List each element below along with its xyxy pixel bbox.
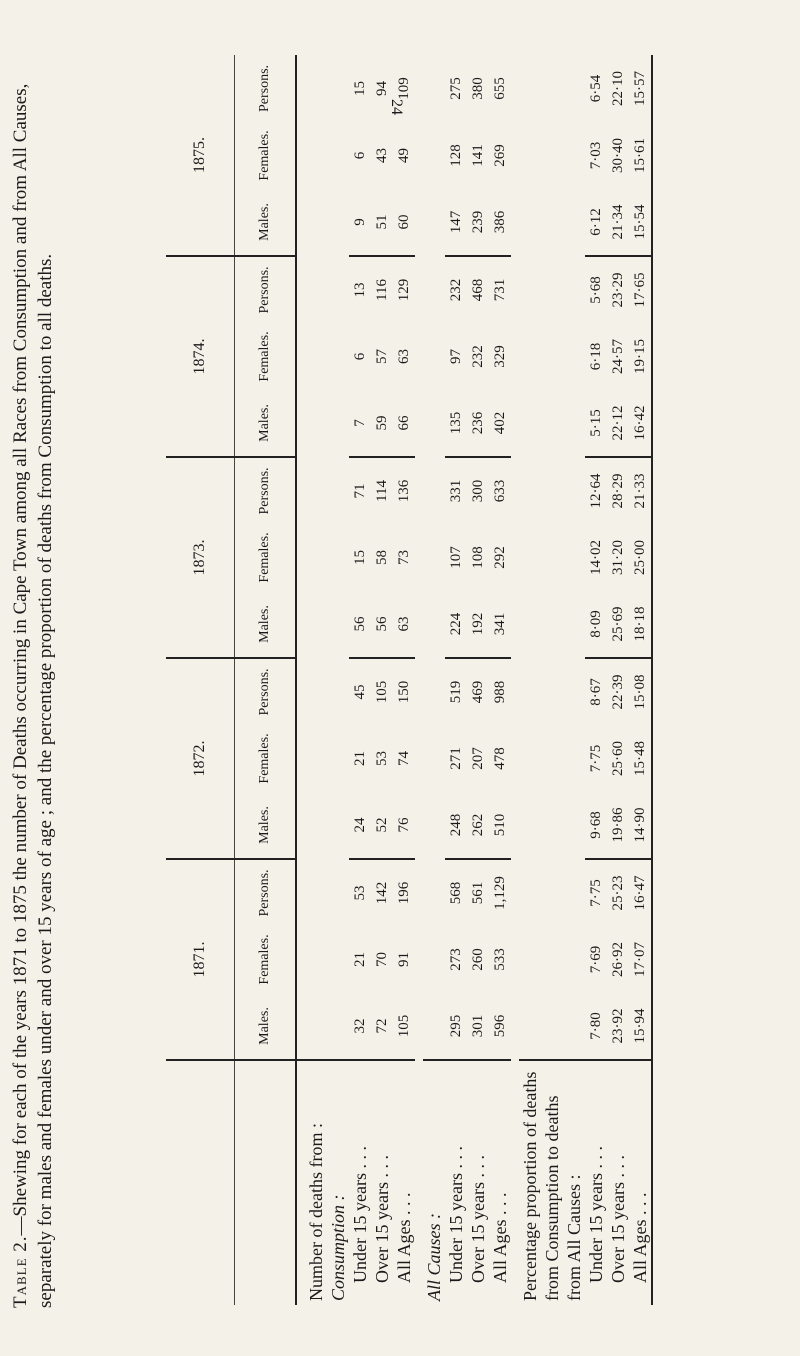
subheader-persons: Persons. [235, 55, 297, 122]
table-cell: 59 [371, 390, 393, 457]
table-cell: 6 [352, 151, 368, 160]
subheader-females: Females. [235, 122, 297, 189]
table-cell: 66 [393, 390, 415, 457]
subheader-females: Females. [235, 926, 297, 993]
table-cell: 731 [492, 278, 508, 302]
table-cell: 9 [349, 189, 371, 256]
table-row [445, 55, 467, 1305]
table-cell: 7·03 [588, 141, 604, 170]
table-cell: 269 [492, 144, 508, 167]
subheader-females: Females. [235, 323, 297, 390]
section-label-percentage: Percentage proportion of deaths from Consumption to deaths from All Causes : [519, 1060, 585, 1305]
table-cell: 7·80 [585, 993, 607, 1060]
table-cell: 469 [470, 680, 486, 704]
deaths-table [166, 55, 653, 1305]
section-row [327, 55, 349, 1305]
table-cell: 22·10 [610, 71, 626, 106]
all-causes-label: All Causes : [424, 1213, 444, 1301]
subheader-males: Males. [235, 591, 297, 658]
section-label-number: Number of deaths from : [296, 1060, 327, 1305]
year-header: 1871. [166, 859, 235, 1060]
table-cell: 21 [352, 751, 368, 766]
table-cell: 105 [393, 993, 415, 1060]
table-cell: 510 [489, 792, 511, 859]
row-gap [511, 55, 519, 1305]
subheader-males: Males. [235, 189, 297, 256]
table-row [629, 55, 652, 1305]
table-cell: 108 [470, 546, 486, 569]
table-cell: 114 [374, 480, 390, 502]
table-cell: 533 [492, 948, 508, 971]
table-cell: 129 [396, 278, 412, 302]
table-cell: 56 [349, 591, 371, 658]
table-cell: 275 [448, 77, 464, 100]
row-label: All Ages . . . [489, 1060, 511, 1305]
table-cell: 236 [467, 390, 489, 457]
year-header: 1874. [166, 256, 235, 457]
table-cell: 94 [374, 81, 390, 96]
table-row [371, 55, 393, 1305]
table-cell: 15 [352, 81, 368, 96]
table-cell: 15 [352, 550, 368, 565]
table-cell: 76 [393, 792, 415, 859]
year-header-row [166, 55, 235, 1305]
table-cell: 49 [396, 148, 412, 163]
table-cell: 53 [352, 885, 368, 901]
page-number: 24 [388, 99, 405, 115]
header-blank [235, 1060, 297, 1305]
table-cell: 45 [352, 684, 368, 700]
row-label: Over 15 years . . . [467, 1060, 489, 1305]
table-cell: 136 [396, 479, 412, 503]
caption-text: —Shewing for each of the years 1871 to 1875 the number of Deaths occurring in Cape Town among all Races from Consumption and from All Causes, separately for males and females under and over 15 years of age ; and the percentage proportion of deaths from Consumption to all deaths. [10, 83, 56, 1308]
table-cell: 21 [352, 952, 368, 967]
table-cell: 22·39 [610, 674, 626, 710]
table-cell: 70 [374, 952, 390, 967]
table-cell: 341 [489, 591, 511, 658]
table-cell: 8·09 [585, 591, 607, 658]
subheader-males: Males. [235, 792, 297, 859]
section-spacer [519, 55, 585, 1060]
table-cell: 57 [374, 349, 390, 364]
table-cell: 331 [448, 479, 464, 503]
table-cell: 23·29 [610, 272, 626, 308]
table-cell: 300 [470, 479, 486, 503]
table-cell: 478 [492, 747, 508, 770]
table-cell: 109 [396, 77, 412, 100]
table-cell: 15·57 [629, 55, 652, 122]
table-cell: 248 [445, 792, 467, 859]
table-cell: 58 [374, 550, 390, 565]
table-cell: 116 [374, 279, 390, 301]
row-label: Over 15 years . . . [371, 1060, 393, 1305]
table-cell: 7 [349, 390, 371, 457]
table-cell: 25·00 [629, 524, 652, 591]
table-cell: 239 [467, 189, 489, 256]
table-cell: 51 [371, 189, 393, 256]
table-cell: 224 [445, 591, 467, 658]
table-cell: 19·15 [629, 323, 652, 390]
table-cell: 25·23 [610, 875, 626, 911]
table-cell: 196 [396, 881, 412, 905]
table-cell: 295 [445, 993, 467, 1060]
table-caption [8, 48, 58, 1308]
table-cell: 31·20 [610, 540, 626, 575]
table-cell: 18·18 [629, 591, 652, 658]
subheader-persons: Persons. [235, 658, 297, 725]
table-cell: 13 [352, 282, 368, 298]
table-cell: 7·69 [588, 945, 604, 974]
table-row [607, 55, 629, 1305]
table-cell: 97 [448, 349, 464, 364]
section-label-consumption [327, 1060, 349, 1305]
table-cell: 73 [396, 550, 412, 565]
table-cell: 16·42 [629, 390, 652, 457]
table-row [467, 55, 489, 1305]
section-row [423, 55, 445, 1305]
gap-cell [511, 55, 519, 1305]
table-cell: 12·64 [588, 473, 604, 509]
table-cell: 142 [374, 881, 390, 905]
table-cell: 60 [393, 189, 415, 256]
section-spacer [327, 55, 349, 1060]
section-label-all-causes [423, 1060, 445, 1305]
table-cell: 25·60 [610, 741, 626, 776]
table-cell: 15·08 [629, 658, 652, 725]
table-cell: 147 [445, 189, 467, 256]
table-cell: 23·92 [607, 993, 629, 1060]
table-cell: 7·75 [588, 744, 604, 773]
row-label: All Ages . . . [629, 1060, 652, 1305]
subheader-persons: Persons. [235, 457, 297, 524]
table-cell: 232 [470, 345, 486, 368]
table-cell: 16·47 [629, 859, 652, 926]
table-cell: 72 [371, 993, 393, 1060]
table-cell: 43 [374, 148, 390, 163]
table-cell: 596 [489, 993, 511, 1060]
table-cell: 56 [371, 591, 393, 658]
row-label: Under 15 years . . . [445, 1060, 467, 1305]
year-header: 1875. [166, 55, 235, 256]
table-cell: 568 [448, 881, 464, 905]
table-cell: 6·18 [588, 342, 604, 371]
table-cell: 301 [467, 993, 489, 1060]
table-cell: 402 [489, 390, 511, 457]
table-cell: 7·75 [588, 879, 604, 907]
table-cell: 135 [445, 390, 467, 457]
table-cell: 655 [492, 77, 508, 100]
table-row [585, 55, 607, 1305]
table-body [296, 55, 652, 1305]
table-cell: 53 [374, 751, 390, 766]
table-cell: 380 [470, 77, 486, 100]
table-cell: 1,129 [492, 876, 508, 910]
table-cell: 128 [448, 144, 464, 167]
table-cell: 519 [448, 680, 464, 704]
table-cell: 5·68 [588, 276, 604, 304]
subheader-females: Females. [235, 725, 297, 792]
subheader-males: Males. [235, 390, 297, 457]
table-cell: 262 [467, 792, 489, 859]
table-cell: 28·29 [610, 473, 626, 509]
subheader-females: Females. [235, 524, 297, 591]
row-label: All Ages . . . [393, 1060, 415, 1305]
table-cell: 468 [470, 278, 486, 302]
table-cell: 292 [492, 546, 508, 569]
table-cell: 988 [492, 680, 508, 704]
section-row [296, 55, 327, 1305]
table-cell: 273 [448, 948, 464, 971]
table-cell: 63 [396, 349, 412, 364]
table-cell: 19·86 [607, 792, 629, 859]
table-cell: 91 [396, 952, 412, 967]
table-cell: 107 [448, 546, 464, 569]
table-cell: 21·33 [629, 457, 652, 524]
year-header: 1872. [166, 658, 235, 859]
table-cell: 260 [470, 948, 486, 971]
table-cell: 21·34 [607, 189, 629, 256]
subheader-persons: Persons. [235, 256, 297, 323]
row-label: Over 15 years . . . [607, 1060, 629, 1305]
table-cell: 207 [470, 747, 486, 770]
table-row [393, 55, 415, 1305]
table-cell: 71 [352, 483, 368, 499]
table-cell: 6·12 [585, 189, 607, 256]
table-cell: 633 [492, 479, 508, 503]
table-cell: 17·07 [629, 926, 652, 993]
table-cell: 14·02 [588, 540, 604, 575]
table-cell: 17·65 [629, 256, 652, 323]
table-cell: 141 [470, 144, 486, 167]
consumption-label: Consumption : [328, 1194, 348, 1301]
table-cell: 5·15 [585, 390, 607, 457]
table-cell: 329 [492, 345, 508, 368]
section-row [519, 55, 585, 1305]
table-label: Table 2. [10, 1235, 31, 1308]
table-cell: 25·69 [607, 591, 629, 658]
table-row [489, 55, 511, 1305]
table-cell: 15·94 [629, 993, 652, 1060]
table-row [349, 55, 371, 1305]
subheader-males: Males. [235, 993, 297, 1060]
row-label: Under 15 years . . . [585, 1060, 607, 1305]
header-blank [166, 1060, 235, 1305]
table-cell: 15·61 [629, 122, 652, 189]
table-cell: 26·92 [610, 942, 626, 977]
table-cell: 8·67 [588, 678, 604, 706]
table-cell: 15·54 [629, 189, 652, 256]
table-cell: 22·12 [607, 390, 629, 457]
row-label: Under 15 years . . . [349, 1060, 371, 1305]
table-cell: 150 [396, 680, 412, 704]
sex-header-row [235, 55, 297, 1305]
table-cell: 32 [349, 993, 371, 1060]
table-cell: 14·90 [629, 792, 652, 859]
table-cell: 63 [393, 591, 415, 658]
row-gap [415, 55, 423, 1305]
table-cell: 6·54 [588, 74, 604, 103]
gap-cell [415, 55, 423, 1305]
table-cell: 192 [467, 591, 489, 658]
year-header: 1873. [166, 457, 235, 658]
table-cell: 9·68 [585, 792, 607, 859]
subheader-persons: Persons. [235, 859, 297, 926]
table-cell: 24·57 [610, 339, 626, 374]
table-cell: 386 [489, 189, 511, 256]
table-cell: 105 [374, 680, 390, 704]
table-cell: 561 [470, 881, 486, 905]
table-cell: 6 [352, 352, 368, 361]
section-spacer [296, 55, 327, 1060]
table-cell: 232 [448, 278, 464, 302]
table-cell: 30·40 [610, 138, 626, 173]
table-cell: 15·48 [629, 725, 652, 792]
table-cell: 271 [448, 747, 464, 770]
table-cell: 52 [371, 792, 393, 859]
table-cell: 74 [396, 751, 412, 766]
table-cell: 24 [349, 792, 371, 859]
section-spacer [423, 55, 445, 1060]
